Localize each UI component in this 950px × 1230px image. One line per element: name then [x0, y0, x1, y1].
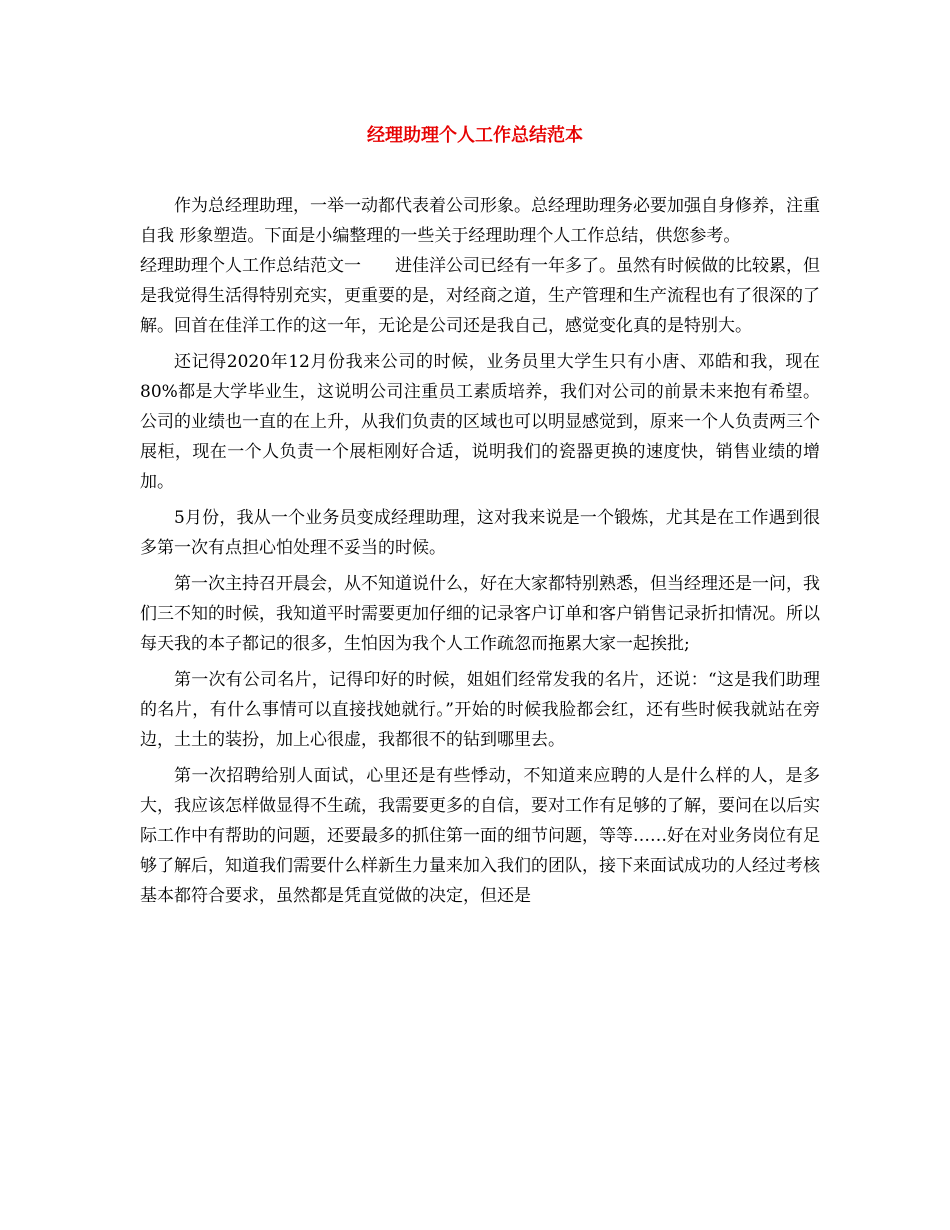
paragraph-intro: 作为总经理助理，一举一动都代表着公司形象。总经理助理务必要加强自身修养，注重自我 形象塑造。下面是小编整理的一些关于经理助理个人工作总结，供您参考。 [140, 196, 820, 246]
paragraph: 还记得2020年12月份我来公司的时候，业务员里大学生只有小唐、邓皓和我，现在80%都是大学毕业生，这说明公司注重员工素质培养，我们对公司的前景未来抱有希望。公司的业绩也一直的在上升，从我们负责的区域也可以明显感觉到，原来一个人负责两三个展柜，现在一个人负责一个展柜刚好合适，说明我们的瓷器更换的速度快，销售业绩的增加。 [140, 352, 820, 492]
paragraph: 第一次主持召开晨会，从不知道说什么，好在大家都特别熟悉，但当经理还是一问，我们三不知的时候，我知道平时需要更加仔细的记录客户订单和客户销售记录折扣情况。所以每天我的本子都记的很多，生怕因为我个人工作疏忽而拖累大家一起挨批; [140, 574, 820, 654]
paragraph: 第一次有公司名片，记得印好的时候，姐姐们经常发我的名片，还说：“这是我们助理的名片，有什么事情可以直接找她就行。”开始的时候我脸都会红，还有些时候我就站在旁边，土土的装扮，加上心很虚，我都很不的钻到哪里去。 [140, 670, 820, 750]
paragraph-example-one: 经理助理个人工作总结范文一 进佳洋公司已经有一年多了。虽然有时候做的比较累，但是我觉得生活得特别充实，更重要的是，对经商之道，生产管理和生产流程也有了很深的了解。回首在佳洋工作的这一年，无论是公司还是我自己，感觉变化真的是特别大。 [140, 256, 820, 336]
paragraph: 第一次招聘给别人面试，心里还是有些悸动，不知道来应聘的人是什么样的人，是多大，我应该怎样做显得不生疏，我需要更多的自信，要对工作有足够的了解，要问在以后实际工作中有帮助的问题，还要最多的抓住第一面的细节问题，等等……好在对业务岗位有足够了解后，知道我们需要什么样新生力量来加入我们的团队，接下来面试成功的人经过考核基本都符合要求，虽然都是凭直觉做的决定，但还是 [140, 766, 820, 906]
paragraph: 5月份，我从一个业务员变成经理助理，这对我来说是一个锻炼，尤其是在工作遇到很多第一次有点担心怕处理不妥当的时候。 [140, 508, 820, 558]
document-body [140, 191, 820, 917]
document-title: 经理助理个人工作总结范本 [367, 125, 583, 146]
